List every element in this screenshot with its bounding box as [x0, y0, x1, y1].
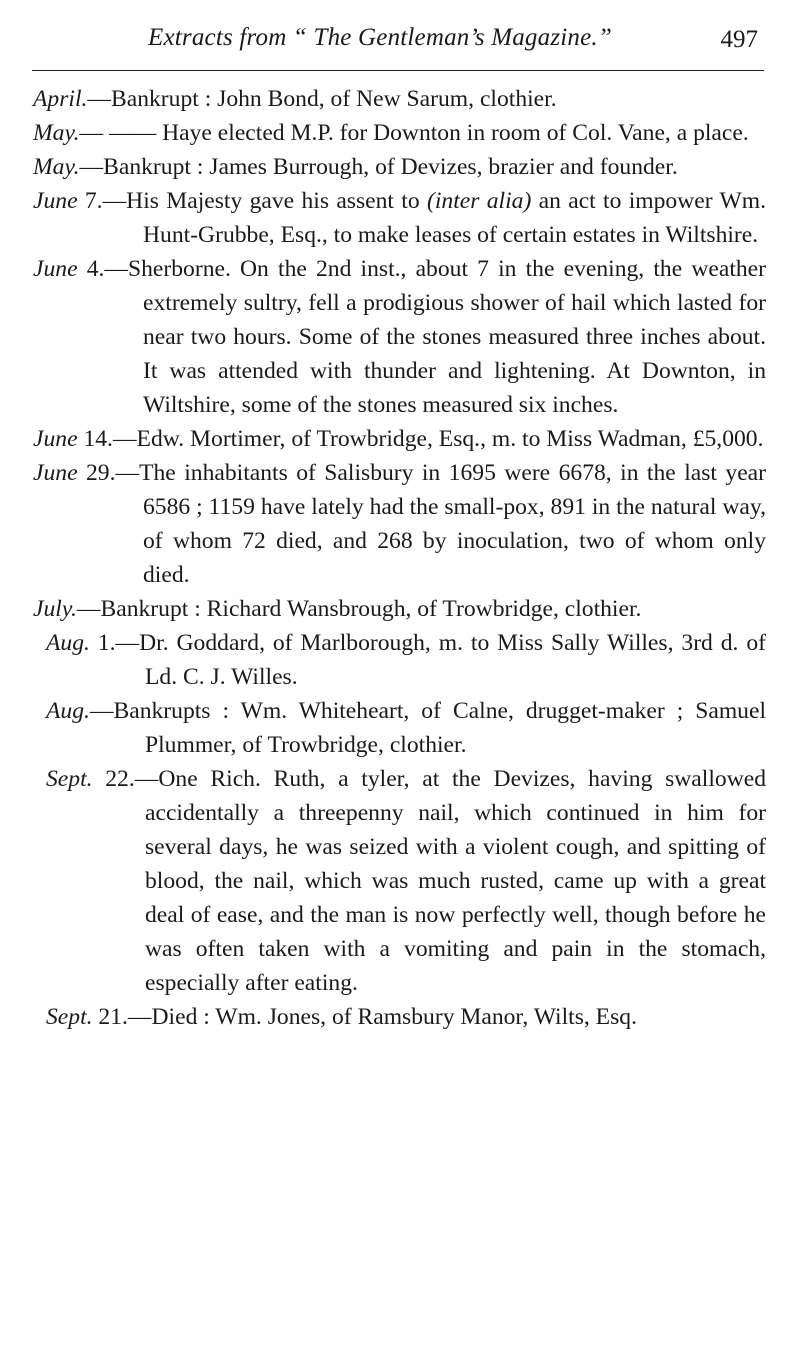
- entry-text: —Edw. Mortimer, of Trowbridge, Esq., m. to Miss Wadman, £5,000.: [112, 426, 764, 452]
- entry-date: Aug.: [46, 698, 90, 724]
- entry-date: June: [33, 460, 78, 486]
- entry-day: 1.: [89, 630, 116, 656]
- entry-aug-bankrupts: [33, 694, 766, 762]
- entry-text: —Bankrupt : Richard Wansbrough, of Trowbridge, clothier.: [76, 596, 642, 622]
- entry-day: 14.: [77, 426, 113, 452]
- entry-date: Aug.: [46, 630, 90, 656]
- entry-date: June: [33, 256, 78, 282]
- entry-text: —Dr. Goddard, of Marlborough, m. to Miss Sally Willes, 3rd d. of Ld. C. J. Willes.: [115, 630, 767, 690]
- entry-text: —Sherborne. On the 2nd inst., about 7 in the evening, the weather extremely sultry, fell a prodigious shower of hail which lasted for near two hours. Some of the stones measured three inches about. It was attended with thunder and lightening. At Downton, in Wiltshire, some of the stones measured six inches.: [104, 256, 766, 418]
- entry-may-election: [33, 116, 766, 150]
- entry-date: June: [33, 188, 78, 214]
- entry-text-after: an act to impower Wm. Hunt-Grubbe, Esq., to make leases of certain estates in Wiltshire.: [143, 188, 767, 248]
- entry-text: —Bankrupt : John Bond, of New Sarum, clothier.: [87, 86, 557, 112]
- entry-day: 22.: [92, 766, 135, 792]
- running-title: Extracts from “ The Gentleman’s Magazine.”: [148, 24, 612, 51]
- entry-sept-22: [33, 762, 766, 1000]
- entry-text-before: —His Majesty gave his assent to: [102, 188, 427, 214]
- entry-date: Sept.: [46, 1004, 93, 1030]
- entry-text: —The inhabitants of Salisbury in 1695 were 6678, in the last year 6586 ; 1159 have lately had the small-pox, 891 in the natural way, of whom 72 died, and 268 by inoculation, two of whom only died.: [115, 460, 767, 588]
- entry-june-29: [33, 456, 766, 592]
- entry-text: —One Rich. Ruth, a tyler, at the Devizes, having swallowed accidentally a threepenny nail, which continued in him for several days, he was seized with a violent cough, and spitting of blood, the nail, which was much rusted, came up with a great deal of ease, and the man is now perfectly well, though before he was often taken with a vomiting and pain in the stomach, especially after eating.: [134, 766, 766, 996]
- entry-text: —Bankrupts : Wm. Whiteheart, of Calne, drugget-maker ; Samuel Plummer, of Trowbridge, clothier.: [89, 698, 766, 758]
- entry-text: —Bankrupt : James Burrough, of Devizes, brazier and founder.: [79, 154, 678, 180]
- entry-june-7: [33, 184, 766, 252]
- entry-date: April.: [33, 86, 88, 112]
- entry-date: May.: [33, 120, 80, 146]
- entry-date: June: [33, 426, 78, 452]
- entry-day: 29.: [77, 460, 116, 486]
- page-number: 497: [720, 26, 758, 53]
- entry-date: July.: [33, 596, 77, 622]
- entry-aug-1: [33, 626, 766, 694]
- entry-day: 7.: [77, 188, 103, 214]
- entry-text: [103, 188, 766, 248]
- entry-text: — —— Haye elected M.P. for Downton in room of Col. Vane, a place.: [79, 120, 749, 146]
- entry-text: —Died : Wm. Jones, of Ramsbury Manor, Wilts, Esq.: [127, 1004, 637, 1030]
- entry-date: Sept.: [46, 766, 93, 792]
- entry-list: [33, 82, 766, 1034]
- entry-april-bankrupt: [33, 82, 766, 116]
- entry-june-4: [33, 252, 766, 422]
- entry-june-14: [33, 422, 766, 456]
- entry-july-bankrupt: [33, 592, 766, 626]
- entry-sept-21: [33, 1000, 766, 1034]
- entry-date: May.: [33, 154, 80, 180]
- entry-day: 21.: [92, 1004, 128, 1030]
- page-header: [32, 18, 764, 71]
- entry-may-bankrupt: [33, 150, 766, 184]
- entry-day: 4.: [77, 256, 105, 282]
- entry-text-emphasis: (inter alia): [427, 188, 532, 214]
